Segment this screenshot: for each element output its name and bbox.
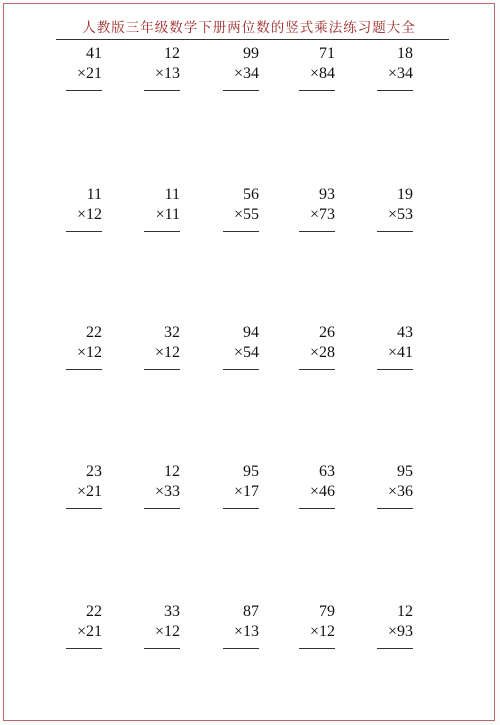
answer-line — [377, 508, 413, 509]
multiplication-problem — [275, 44, 335, 91]
multiplier: ×12 — [309, 623, 335, 640]
multiplicand: 11 — [164, 186, 180, 203]
multiplication-problem — [120, 323, 180, 370]
multiplication-problem — [353, 44, 413, 91]
multiplication-problem — [199, 185, 259, 232]
multiplication-problem — [120, 185, 180, 232]
answer-line — [66, 369, 102, 370]
multiplication-problem — [42, 185, 102, 232]
answer-line — [299, 648, 335, 649]
multiplier: ×34 — [233, 65, 259, 82]
multiplicand: 94 — [243, 324, 259, 341]
multiplier: ×84 — [309, 65, 335, 82]
multiplicand: 11 — [86, 186, 102, 203]
answer-line — [223, 90, 259, 91]
multiplicand: 79 — [319, 603, 335, 620]
multiplicand: 56 — [243, 186, 259, 203]
worksheet-title: 人教版三年级数学下册两位数的竖式乘法练习题大全 — [82, 20, 416, 36]
multiplicand: 22 — [86, 324, 102, 341]
answer-line — [144, 648, 180, 649]
multiplication-problem — [275, 323, 335, 370]
multiplier: ×12 — [76, 206, 102, 223]
multiplicand: 95 — [243, 463, 259, 480]
answer-line — [299, 90, 335, 91]
multiplication-problem — [353, 185, 413, 232]
multiplicand: 87 — [243, 603, 259, 620]
multiplicand: 93 — [319, 186, 335, 203]
answer-line — [66, 231, 102, 232]
multiplication-problem — [42, 602, 102, 649]
multiplication-problem — [275, 462, 335, 509]
multiplicand: 33 — [164, 603, 180, 620]
multiplication-problem — [42, 44, 102, 91]
multiplicand: 12 — [164, 463, 180, 480]
answer-line — [299, 508, 335, 509]
worksheet-page — [3, 3, 495, 721]
answer-line — [223, 508, 259, 509]
multiplier: ×12 — [76, 344, 102, 361]
answer-line — [144, 90, 180, 91]
multiplier: ×13 — [233, 623, 259, 640]
multiplication-problem — [275, 185, 335, 232]
multiplier: ×55 — [233, 206, 259, 223]
multiplicand: 26 — [319, 324, 335, 341]
answer-line — [223, 369, 259, 370]
multiplication-problem — [120, 44, 180, 91]
answer-line — [144, 231, 180, 232]
multiplier: ×41 — [387, 344, 413, 361]
multiplier: ×13 — [154, 65, 180, 82]
multiplicand: 12 — [397, 603, 413, 620]
multiplication-problem — [275, 602, 335, 649]
multiplicand: 43 — [397, 324, 413, 341]
answer-line — [377, 231, 413, 232]
multiplicand: 19 — [397, 186, 413, 203]
multiplication-problem — [353, 323, 413, 370]
multiplier: ×46 — [309, 483, 335, 500]
multiplicand: 32 — [164, 324, 180, 341]
answer-line — [66, 508, 102, 509]
multiplication-problem — [42, 462, 102, 509]
multiplicand: 23 — [86, 463, 102, 480]
multiplicand: 71 — [319, 45, 335, 62]
multiplication-problem — [353, 602, 413, 649]
multiplicand: 63 — [319, 463, 335, 480]
answer-line — [66, 648, 102, 649]
answer-line — [299, 369, 335, 370]
multiplicand: 12 — [164, 45, 180, 62]
multiplier: ×12 — [154, 344, 180, 361]
multiplier: ×34 — [387, 65, 413, 82]
multiplier: ×93 — [387, 623, 413, 640]
multiplier: ×28 — [309, 344, 335, 361]
answer-line — [299, 231, 335, 232]
multiplication-problem — [199, 462, 259, 509]
multiplier: ×53 — [387, 206, 413, 223]
multiplier: ×11 — [155, 206, 180, 223]
multiplier: ×21 — [76, 623, 102, 640]
answer-line — [223, 231, 259, 232]
multiplicand: 18 — [397, 45, 413, 62]
multiplicand: 95 — [397, 463, 413, 480]
multiplication-problem — [353, 462, 413, 509]
multiplier: ×17 — [233, 483, 259, 500]
multiplication-problem — [199, 602, 259, 649]
multiplication-problem — [199, 44, 259, 91]
multiplicand: 99 — [243, 45, 259, 62]
multiplicand: 22 — [86, 603, 102, 620]
multiplication-problem — [120, 602, 180, 649]
answer-line — [144, 369, 180, 370]
multiplier: ×73 — [309, 206, 335, 223]
multiplication-problem — [42, 323, 102, 370]
multiplier: ×21 — [76, 483, 102, 500]
multiplicand: 41 — [86, 45, 102, 62]
multiplier: ×33 — [154, 483, 180, 500]
answer-line — [377, 648, 413, 649]
problem-grid — [4, 4, 494, 720]
multiplier: ×36 — [387, 483, 413, 500]
multiplier: ×12 — [154, 623, 180, 640]
multiplication-problem — [199, 323, 259, 370]
multiplier: ×21 — [76, 65, 102, 82]
answer-line — [144, 508, 180, 509]
answer-line — [377, 369, 413, 370]
answer-line — [223, 648, 259, 649]
multiplication-problem — [120, 462, 180, 509]
answer-line — [66, 90, 102, 91]
multiplier: ×54 — [233, 344, 259, 361]
answer-line — [377, 90, 413, 91]
